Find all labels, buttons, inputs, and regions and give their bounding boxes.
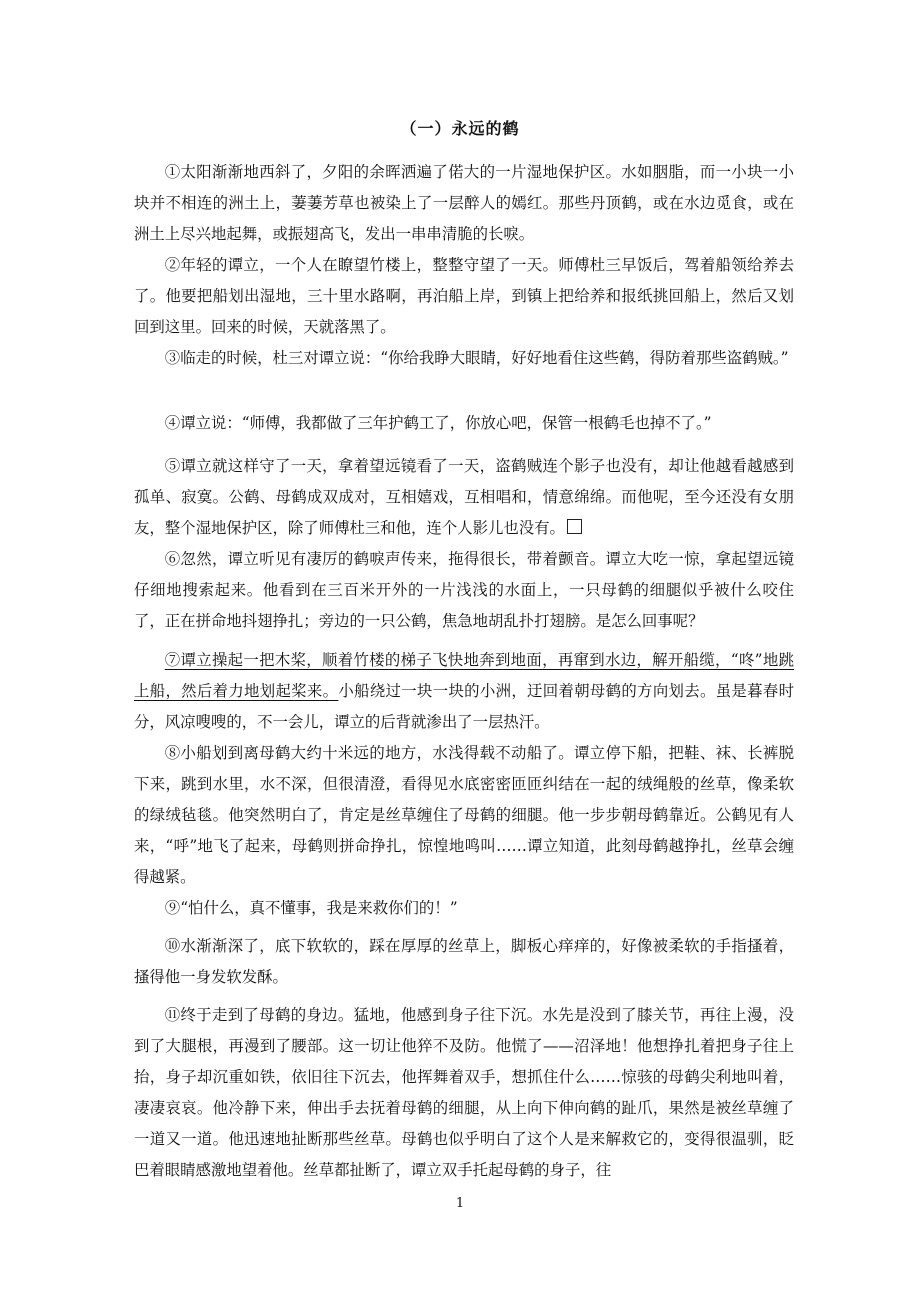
paragraph-3: ③临走的时候，杜三对谭立说：“你给我睁大眼睛，好好地看住这些鹤，得防着那些盗鹤贼。” bbox=[164, 349, 789, 367]
paragraph-6: ⑥忽然，谭立听见有凄厉的鹤唳声传来，拖得很长，带着颤音。谭立大吃一惊，拿起望远镜仔细地搜索起来。他看到在三百米开外的一片浅浅的水面上，一只母鹤的细腿似乎被什么咬住了，正在拼命地抖翅挣扎；旁边的一只公鹤，焦急地胡乱扑打翅膀。是怎么回事呢？ bbox=[134, 550, 794, 630]
paragraph-1: ①太阳渐渐地西斜了，夕阳的余晖洒遍了偌大的一片湿地保护区。水如胭脂，而一小块一小块并不相连的洲土上，萋萋芳草也被染上了一层醉人的嫣红。那些丹顶鹤，或在水边觅食，或在洲土上尽兴地起舞，或振翅高飞，发出一串串清脆的长唳。 bbox=[134, 163, 794, 243]
paragraph-7 bbox=[134, 645, 794, 738]
answer-box-icon bbox=[567, 519, 582, 534]
paragraph-4: ④谭立说：“师傅，我都做了三年护鹤工了，你放心吧，保管一根鹤毛也掉不了。” bbox=[164, 414, 712, 432]
paragraph-8: ⑧小船划到离母鹤大约十米远的地方，水浅得载不动船了。谭立停下船，把鞋、袜、长裤脱下来，跳到水里，水不深，但很清澄，看得见水底密密匝匝纠结在一起的绒绳般的丝草，像柔软的绿绒毡毯。他突然明白了，肯定是丝草缠住了母鹤的细腿。他一步步朝母鹤靠近。公鹤见有人来，“呼”地飞了起来，母鹤则拼命挣扎，惊惶地鸣叫……谭立知道，此刻母鹤越挣扎，丝草会缠得越紧。 bbox=[134, 744, 794, 886]
paragraph-9: ⑨“怕什么，真不懂事，我是来救你们的！” bbox=[164, 899, 458, 917]
underlined-sentence: ⑦谭立操起一把木桨，顺着竹楼的梯子飞快地奔到地面，再窜到水边，解开船缆，“咚”地跳上船，然后着力地划起桨来。 bbox=[134, 651, 794, 700]
paragraph-7-rest: 小船绕过一块一块的小洲，迂回着朝母鹤的方向划去。虽是暮春时分，风凉嗖嗖的，不一会儿，谭立的后背就渗出了一层热汗。 bbox=[134, 682, 794, 731]
paragraph-11: ⑪终于走到了母鹤的身边。猛地，他感到身子往下沉。水先是没到了膝关节，再往上漫，没到了大腿根，再漫到了腰部。这一切让他猝不及防。他慌了——沼泽地！他想挣扎着把身子往上抬，身子却沉重如铁，依旧往下沉去，他挥舞着双手，想抓住什么……惊骇的母鹤尖利地叫着，凄凄哀哀。他冷静下来，伸出手去抚着母鹤的细腿，从上向下伸向鹤的趾爪，果然是被丝草缠了一道又一道。他迅速地扯断那些丝草。母鹤也似乎明白了这个人是来解救它的，变得很温驯，眨巴着眼睛感激地望着他。丝草都扯断了，谭立双手托起母鹤的身子，往 bbox=[134, 1006, 794, 1179]
article-title: （一）永远的鹤 bbox=[400, 119, 520, 138]
paragraph-5 bbox=[134, 451, 794, 544]
paragraph-5-text: ⑤谭立就这样守了一天，拿着望远镜看了一天，盗鹤贼连个影子也没有，却让他越看越感到孤单、寂寞。公鹤、母鹤成双成对，互相嬉戏，互相唱和，情意绵绵。而他呢，至今还没有女朋友，整个湿地保护区，除了师傅杜三和他，连个人影儿也没有。 bbox=[134, 457, 794, 537]
paragraph-10: ⑩水渐渐深了，底下软软的，踩在厚厚的丝草上，脚板心痒痒的，好像被柔软的手指搔着，搔得他一身发软发酥。 bbox=[134, 937, 794, 986]
page-number: 1 bbox=[455, 1196, 465, 1211]
paragraph-2: ②年轻的谭立，一个人在瞭望竹楼上，整整守望了一天。师傅杜三早饭后，驾着船领给养去了。他要把船划出湿地，三十里水路啊，再泊船上岸，到镇上把给养和报纸挑回船上，然后又划回到这里。回来的时候，天就落黑了。 bbox=[134, 256, 794, 336]
